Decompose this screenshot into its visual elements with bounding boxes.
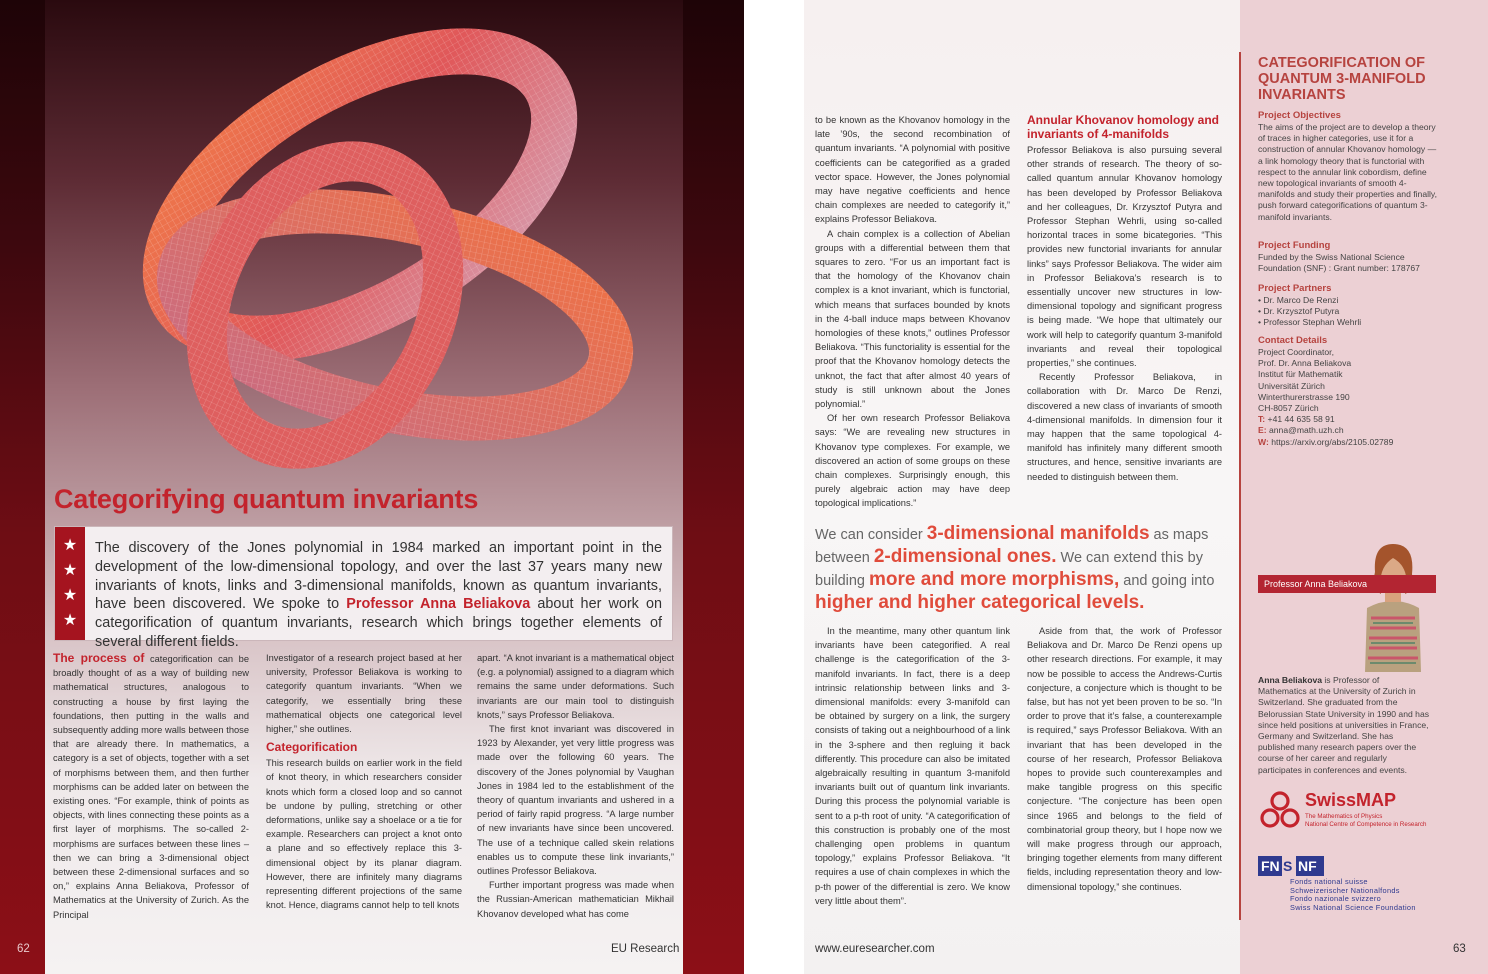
- body-column-7: Aside from that, the work of Professor Beliakova and Dr. Marco De Renzi opens up other research directions. For example, it may now be possible to access the Andrews-Curtis conjecture, a conjecture which is thought to be false, but has not yet been proven to be so. “In order to prove that it’s false, a counterexample is required,” says Professor Beliakova. With an invariant that has been developed in the course of her research, Professor Beliakova hopes to provide such counterexamples and make tangible progress on this specific conjecture. “The conjecture has been open since 1965 and belongs to the field of combinatorial group theory, but I hope now we will make progress through our approach, bringing together elements from many different fields, including representation theory and low-dimensional topology,” she continues.: [1027, 626, 1222, 892]
- svg-text:FN: FN: [1261, 858, 1280, 874]
- swissmap-tagline: The Mathematics of Physics National Centre of Competence in Research: [1305, 813, 1427, 828]
- lead-in: The process of: [53, 651, 145, 665]
- contact-web[interactable]: W: https://arxiv.org/abs/2105.02789: [1258, 436, 1394, 447]
- star-icon: ★: [62, 561, 78, 579]
- svg-text:S: S: [1283, 858, 1293, 874]
- knot-illustration: [95, 15, 655, 475]
- contact-details: Contact Details Project Coordinator, Prof. Dr. Anna Beliakova Institut für Mathematik Universität Zürich Winterthurerstrasse 190 CH-8057 Zürich T: +41 44 635 58 91 E: anna@math.uzh.ch W: https://arxiv.org/abs/2105.02789: [1258, 335, 1438, 448]
- fnsnf-logo: [1258, 856, 1324, 876]
- portrait-caption: Professor Anna Beliakova: [1258, 575, 1436, 593]
- website-url[interactable]: www.euresearcher.com: [815, 943, 935, 955]
- star-icon: ★: [62, 612, 78, 630]
- body-column-4: to be known as the Khovanov homology in the late ’90s, the second recombination of quantum invariants. “A polynomial with positive coefficients can be categorified as a graded vector space. However, the Jones polynomial may have negative coefficients and hence chain complexes are needed to categorify it,” explains Professor Beliakova. A chain complex is a collection of Abelian groups with a differential between them that squares to zero. “For us an important fact is that the homology of the Khovanov chain complex is a knot invariant, which is functorial, which means that surfaces bounded by knots in the 4-ball induce maps between Khovanov homologies of these knots,” outlines Professor Beliakova. “This functoriality is essential for the proof that the Khovanov homology detects the unknot, the fact that after almost 40 years of study is still unknown about the Jones polynomial.” Of her own research Professor Beliakova says: “We are revealing new structures in Khovanov type complexes. For example, we discovered an action of some groups on these chain complexes. Surprisingly enough, this purely algebraic action may have deep topological implications.”: [815, 115, 1010, 509]
- interviewee-name: Professor Anna Beliakova: [346, 596, 531, 613]
- partner-item: • Professor Stephan Wehrli: [1258, 317, 1362, 328]
- contact-phone: T: +41 44 635 58 91: [1258, 414, 1335, 425]
- body-column-1: The process of categorification can be broadly thought of as a way of building new mathematical structures, analogous to constructing a house by first laying the foundations, then putting in the walls and subsequently adding more walls between those that are already there. In mathematics, a category is a set of objects, together with a set of morphisms between them, and then further morphisms can be added later on between the existing ones. “For example, think of points as objects, with lines connecting these points as a first layer of morphisms. The so-called 2-morphisms are surfaces between these lines – then we can bring a 3-dimensional object between these 2-dimensional surfaces and so on,” explains Anna Beliakova, Professor of Mathematics at the University of Zurich. As the Principal: [53, 651, 249, 920]
- body-column-6: In the meantime, many other quantum link invariants have been categorified. A real challenge is the categorification of the 3-manifold invariants. In fact, there is a deep intrinsic relationship between links and 3-dimensional manifolds: every 3-manifold can be obtained by surgery on a link, the surgery consists of taking out a neighbourhood of a link in the 3-sphere and then regluing it back differently. This procedure can also be imitated algebraically resulting in quantum 3-manifold invariants built out of quantum link invariants. During this process the polynomial variable is sent to a p-th root of unity. “A categorification of this construction is probably one of the most challenging open problems in quantum topology,” explains Professor Beliakova. “It requires a use of chain complexes in which the p-th power of the differential is zero. We know very little about them”.: [815, 626, 1010, 906]
- subhead-annular: Annular Khovanov homology and invariants of 4-manifolds: [1027, 113, 1220, 141]
- swissmap-name: SwissMAP: [1305, 790, 1397, 810]
- article-title: Categorifying quantum invariants: [54, 484, 479, 514]
- intro-standfirst: [54, 526, 673, 650]
- svg-text:NF: NF: [1298, 858, 1317, 874]
- body-column-5: Annular Khovanov homology and invariants of 4-manifolds Professor Beliakova is also pursuing several other strands of research. The theory of so-called quantum annular Khovanov homology has been developed by Professor Beliakova and her colleagues, Dr. Krzysztof Putyra and Professor Stephan Wehrli, using so-called horizontal traces in some bicategories. “This provides new functorial invariants for annular links” says Professor Beliakova. The wider aim in Professor Beliakova’s research is to essentially uncover new structures in low-dimensional topology and significant progress is being made. “We hope that ultimately our work will help to categorify quantum 3-manifold invariants and reveal their topological properties,” she continues. Recently Professor Beliakova, in collaboration with Dr. Marco De Renzi, discovered a new class of invariants of smooth 4-dimensional manifolds. In dimension four it may happen that the same topological 4-manifold has infinitely many different smooth structures, and hence, sensitive invariants are needed to distinguish between them.: [1027, 113, 1222, 482]
- partner-item: • Dr. Krzysztof Putyra: [1258, 306, 1340, 317]
- fnsnf-names: Fonds national suisse Schweizerischer Nationalfonds Fondo nazionale svizzero Swiss National Science Foundation: [1290, 877, 1416, 912]
- body-column-3: apart. “A knot invariant is a mathematical object (e.g. a polynomial) assigned to a diagram which remains the same under deformations. Such invariants are our main tool to distinguish knots,” says Professor Beliakova. The first knot invariant was discovered in 1923 by Alexander, yet very little progress was made over the following 60 years. The discovery of the Jones polynomial by Vaughan Jones in 1984 led to the establishment of the theory of quantum invariants and ushered in a period of fairly rapid progress. “A large number of new invariants have since been uncovered. The use of a technique called skein relations enables us to compute these link invariants,” outlines Professor Beliakova. Further important progress was made when the Russian-American mathematician Mikhail Khovanov developed what has come: [477, 653, 674, 919]
- author-bio: Anna Beliakova is Professor of Mathematics at the University of Zurich in Switzerland. She graduated from the Belorussian State University in 1990 and has since held positions at universities in France, Germany and Switzerland. She has published many research papers over the course of her career and regularly participates in conferences and events.: [1258, 675, 1430, 775]
- sidebar-divider: [1239, 52, 1241, 920]
- body-column-2: Investigator of a research project based at her university, Professor Beliakova is working to categorify quantum invariants. “When we categorify, we essentially bring these mathematical objects one categorical level higher,” she outlines. Categorification This research builds on earlier work in the field of knot theory, in which researchers consider knots which form a closed loop and so cannot be undone by pulling, stretching or other deformations, unlike say a shoelace or a tie for example. Researchers can project a knot onto a plane and so effectively replace this 3-dimensional object by its planar diagram. However, there are infinitely many diagrams representing different projections of the same knot. Hence, diagrams cannot help to tell knots: [266, 653, 462, 911]
- star-icon: ★: [62, 536, 78, 554]
- contact-email[interactable]: E: anna@math.uzh.ch: [1258, 425, 1344, 436]
- project-partners: Project Partners • Dr. Marco De Renzi • Dr. Krzysztof Putyra • Professor Stephan Wehrli: [1258, 283, 1438, 329]
- sidebar-title: CATEGORIFICATION OF QUANTUM 3-MANIFOLD INVARIANTS: [1258, 55, 1426, 103]
- project-objectives: Project Objectives The aims of the project are to develop a theory of traces in higher categories, use it for a construction of annular Khovanov homology — a link homology theory that is functorial with respect to the annular link cobordism, define new topological invariants of smooth 4-manifolds and study their properties and finally, push forward categorifications of quantum 3-manifold invariants.: [1258, 110, 1437, 222]
- subhead-categorification: Categorification: [266, 740, 358, 755]
- page-number: 62: [17, 943, 30, 955]
- intro-text: The discovery of the Jones polynomial in 1984 marked an important point in the development of the low-dimensional topology, and over the last 37 years many new invariants of knots, links and 3-dimensional manifolds, known as quantum invariants, have been discovered. We spoke to Professor Anna Beliakova about her work on categorification of quantum invariants, research which brings together elements of several different fields.: [95, 540, 662, 650]
- pull-quote: We can consider 3-dimensional manifolds as maps between 2-dimensional ones. We can extend this by building more and more morphisms, and going into higher and higher categorical levels.: [815, 523, 1215, 613]
- star-stripe: [55, 527, 85, 640]
- star-icon: ★: [62, 587, 78, 605]
- portrait-photo: [1355, 538, 1431, 672]
- publication-name: EU Research: [611, 943, 680, 955]
- project-funding: Project Funding Funded by the Swiss National Science Foundation (SNF) : Grant number: 178767: [1258, 240, 1420, 274]
- partner-item: • Dr. Marco De Renzi: [1258, 295, 1339, 305]
- page-number: 63: [1453, 943, 1466, 955]
